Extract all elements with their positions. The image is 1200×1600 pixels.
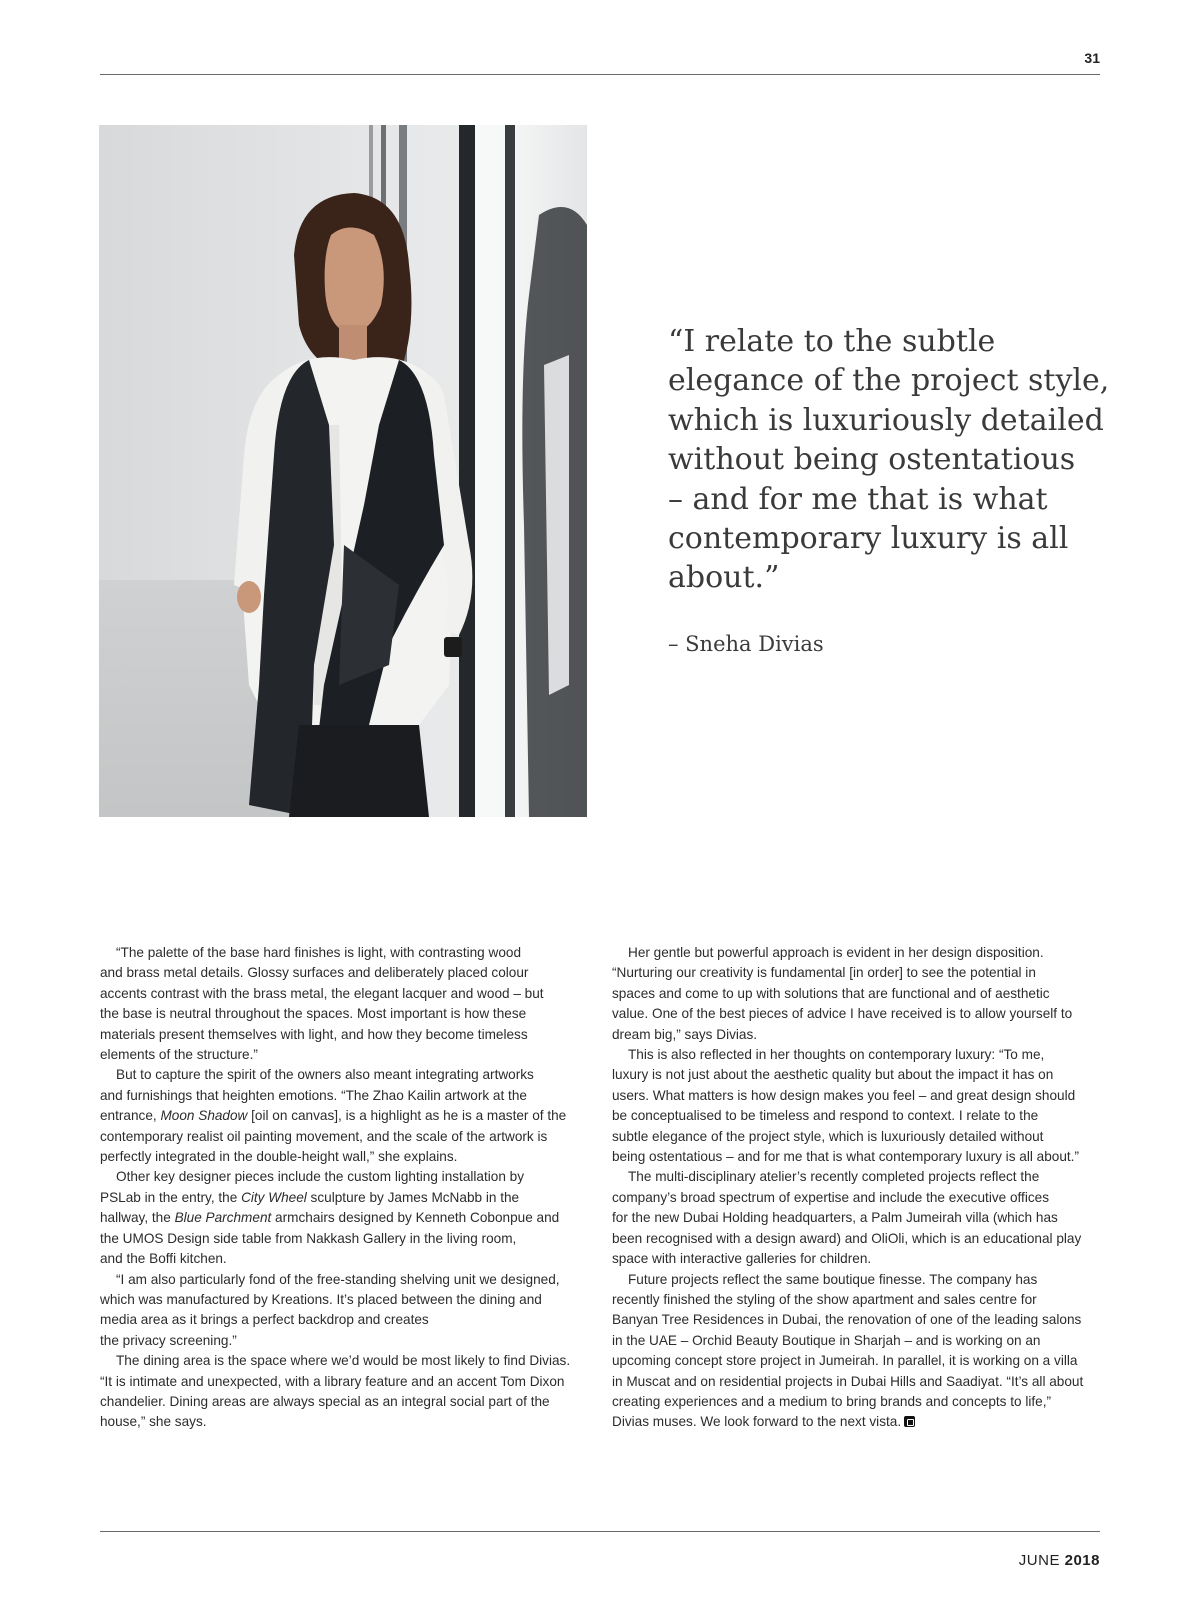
text-run: being ostentatious – and for me that is what contemporary luxury is all about.” [612, 1149, 1079, 1165]
text-run: But to capture the spirit of the owners also meant integrating artworks [116, 1067, 534, 1083]
text-line [100, 943, 595, 963]
text-run: Divias muses. We look forward to the next vista. [612, 1414, 902, 1430]
header-rule [100, 74, 1100, 75]
text-line [612, 1127, 1107, 1147]
text-line [100, 1392, 595, 1412]
text-line [100, 1127, 595, 1147]
text-run: contemporary realist oil painting movement, and the scale of the artwork is [100, 1128, 548, 1144]
text-line [100, 1167, 595, 1187]
body-column-left [100, 943, 595, 1433]
text-run: recently finished the styling of the show apartment and sales centre for [612, 1291, 1037, 1307]
text-run: elements of the structure.” [100, 1047, 258, 1063]
text-run: house,” she says. [100, 1414, 207, 1430]
text-run: the UMOS Design side table from Nakkash Gallery in the living room, [100, 1230, 517, 1246]
text-line [100, 1229, 595, 1249]
text-run: sculpture by James McNabb in the [306, 1189, 520, 1205]
text-line [100, 1147, 595, 1167]
text-line [100, 1412, 595, 1432]
text-run: Banyan Tree Residences in Dubai, the renovation of one of the leading salons [612, 1312, 1082, 1328]
text-run: Future projects reflect the same boutique finesse. The company has [628, 1271, 1038, 1287]
text-line [612, 1045, 1107, 1065]
text-line [612, 1270, 1107, 1290]
pull-quote-line: which is luxuriously detailed [668, 402, 1104, 438]
text-run: space with interactive galleries for children. [612, 1251, 872, 1267]
text-line [100, 1208, 595, 1228]
pull-quote-line: about.” [668, 560, 780, 596]
pull-quote [668, 322, 1110, 598]
text-run: This is also reflected in her thoughts on contemporary luxury: “To me, [628, 1047, 1045, 1063]
text-line [612, 1372, 1107, 1392]
text-line [612, 1351, 1107, 1371]
text-run: luxury is not just about the aesthetic quality but about the impact it has on [612, 1067, 1054, 1083]
text-line [100, 963, 595, 983]
text-run: which was manufactured by Kreations. It’s placed between the dining and [100, 1291, 542, 1307]
text-line [612, 1249, 1107, 1269]
text-run: the privacy screening.” [100, 1332, 237, 1348]
text-line [100, 1331, 595, 1351]
text-line [100, 1086, 595, 1106]
portrait-photo [99, 125, 587, 817]
text-run: PSLab in the entry, the [100, 1189, 242, 1205]
text-line [100, 1290, 595, 1310]
text-line [100, 1372, 595, 1392]
text-run: been recognised with a design award) and OliOli, which is an educational play [612, 1230, 1082, 1246]
text-line [612, 1188, 1107, 1208]
text-run: perfectly integrated in the double-height wall,” she explains. [100, 1149, 458, 1165]
text-run: and furnishings that heighten emotions. “The Zhao Kailin artwork at the [100, 1087, 527, 1103]
body-column-right [612, 943, 1107, 1433]
text-line [612, 1310, 1107, 1330]
text-line [612, 1025, 1107, 1045]
text-line [612, 1290, 1107, 1310]
text-line [612, 1331, 1107, 1351]
text-run: materials present themselves with light, and how they become timeless [100, 1026, 528, 1042]
text-line [100, 984, 595, 1004]
text-run: spaces and come to up with solutions that are functional and of aesthetic [612, 985, 1050, 1001]
text-line [612, 963, 1107, 983]
text-run: Other key designer pieces include the custom lighting installation by [116, 1169, 525, 1185]
text-line [612, 1147, 1107, 1167]
text-line [100, 1106, 595, 1126]
text-line [100, 1310, 595, 1330]
text-run: “Nurturing our creativity is fundamental [in order] to see the potential in [612, 965, 1036, 981]
text-run: armchairs designed by Kenneth Cobonpue and [271, 1210, 560, 1226]
text-run: and the Boffi kitchen. [100, 1251, 227, 1267]
text-line [100, 1004, 595, 1024]
italic-title: Blue Parchment [174, 1210, 272, 1226]
text-run: be conceptualised to be timeless and respond to context. I relate to the [612, 1108, 1039, 1124]
text-run: entrance, [100, 1108, 161, 1124]
italic-title: City Wheel [241, 1189, 307, 1205]
text-line [612, 1229, 1107, 1249]
text-line [612, 1065, 1107, 1085]
text-line [612, 1392, 1107, 1412]
pull-quote-line: “I relate to the subtle [668, 324, 996, 359]
text-line [100, 1188, 595, 1208]
text-line [100, 1065, 595, 1085]
text-line [100, 1270, 595, 1290]
text-run: subtle elegance of the project style, which is luxuriously detailed without [612, 1128, 1044, 1144]
text-line [612, 1106, 1107, 1126]
italic-title: Moon Shadow [160, 1108, 248, 1124]
text-run: chandelier. Dining areas are always special as an integral social part of the [100, 1393, 550, 1409]
text-run: the base is neutral throughout the spaces. Most important is how these [100, 1006, 527, 1022]
text-run: for the new Dubai Holding headquarters, a Palm Jumeirah villa (which has [612, 1210, 1058, 1226]
footer-year: 2018 [1064, 1552, 1100, 1569]
text-run: “I am also particularly fond of the free-standing shelving unit we designed, [116, 1271, 560, 1287]
text-run: media area as it brings a perfect backdrop and creates [100, 1312, 429, 1328]
text-line [612, 1167, 1107, 1187]
text-line [612, 943, 1107, 963]
pull-quote-line: elegance of the project style, [668, 363, 1110, 399]
text-run: Her gentle but powerful approach is evident in her design disposition. [628, 945, 1044, 960]
text-run: The dining area is the space where we’d would be most likely to find Divias. [116, 1353, 571, 1369]
text-run: dream big,” says Divias. [612, 1026, 758, 1042]
text-run: in Muscat and on residential projects in Dubai Hills and Saadiyat. “It’s all about [612, 1373, 1084, 1389]
text-line [100, 1045, 595, 1065]
end-of-article-icon [904, 1416, 915, 1427]
text-line [100, 1249, 595, 1269]
text-line [612, 984, 1107, 1004]
text-run: “The palette of the base hard finishes is light, with contrasting wood [116, 945, 522, 960]
footer-date [1019, 1552, 1100, 1569]
text-run: hallway, the [100, 1210, 175, 1226]
text-run: and brass metal details. Glossy surfaces and deliberately placed colour [100, 965, 529, 981]
text-line [612, 1208, 1107, 1228]
footer-month: JUNE [1018, 1552, 1060, 1569]
text-line [100, 1025, 595, 1045]
quote-attribution: – Sneha Divias [668, 632, 824, 656]
text-line [100, 1351, 595, 1371]
text-line [612, 1412, 1107, 1432]
pull-quote-line: – and for me that is what [668, 481, 1048, 517]
text-run: upcoming concept store project in Jumeirah. In parallel, it is working on a villa [612, 1353, 1078, 1369]
text-line [612, 1086, 1107, 1106]
text-line [612, 1004, 1107, 1024]
text-run: “It is intimate and unexpected, with a library feature and an accent Tom Dixon [100, 1373, 565, 1389]
pull-quote-line: contemporary luxury is all [668, 521, 1069, 557]
footer-rule [100, 1531, 1100, 1532]
text-run: users. What matters is how design makes you feel – and great design should [612, 1087, 1076, 1103]
text-run: company’s broad spectrum of expertise and include the executive offices [612, 1189, 1050, 1205]
text-run: accents contrast with the brass metal, the elegant lacquer and wood – but [100, 985, 544, 1001]
pull-quote-line: without being ostentatious [668, 442, 1076, 478]
text-run: value. One of the best pieces of advice I have received is to allow yourself to [612, 1006, 1073, 1022]
text-run: in the UAE – Orchid Beauty Boutique in Sharjah – and is working on an [612, 1332, 1041, 1348]
text-run: creating experiences and a medium to bring brands and concepts to life,” [612, 1393, 1052, 1409]
page-number: 31 [1084, 50, 1100, 66]
text-run: The multi-disciplinary atelier’s recently completed projects reflect the [628, 1169, 1040, 1185]
text-run: [oil on canvas], is a highlight as he is a master of the [247, 1108, 567, 1124]
